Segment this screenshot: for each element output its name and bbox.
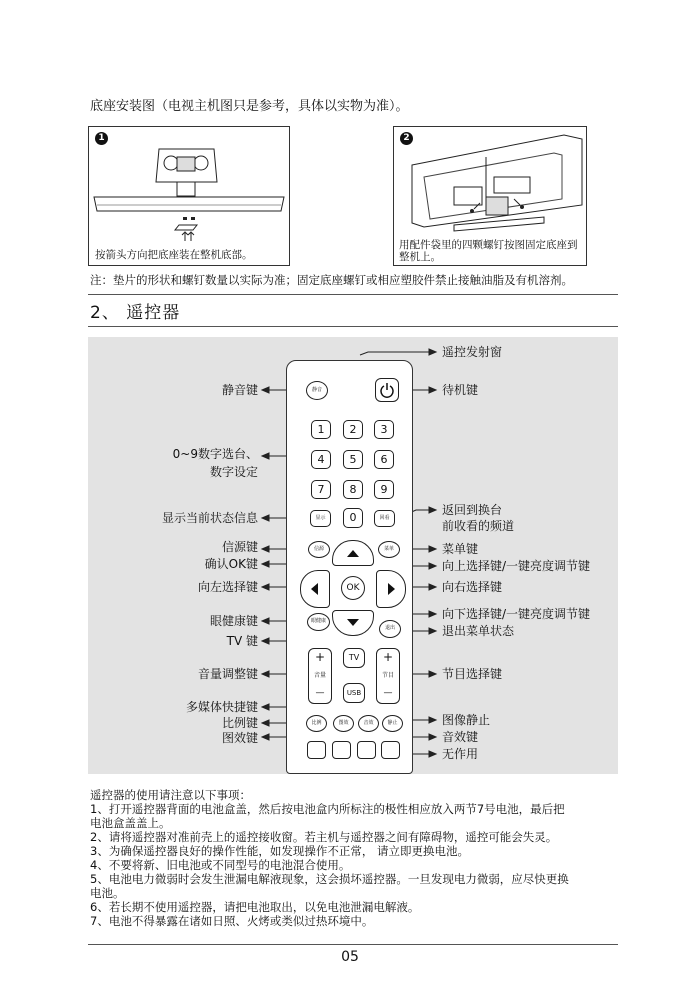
label-power: 待机键 bbox=[442, 383, 479, 397]
right-arrow-icon bbox=[377, 571, 405, 607]
channel-minus[interactable]: — bbox=[383, 688, 393, 698]
label-eye: 眼健康键 bbox=[209, 614, 258, 628]
note-line: 2、请将遥控器对准前壳上的遥控接收窗。若主机与遥控器之间有障碍物，遥控可能会失灵。 bbox=[90, 830, 558, 844]
note-line: 6、若长期不使用遥控器，请把电池取出，以免电池泄漏电解液。 bbox=[90, 900, 420, 914]
display-button[interactable]: 显示 bbox=[310, 510, 331, 527]
unused-button-2[interactable] bbox=[332, 741, 351, 759]
ok-button[interactable]: OK bbox=[341, 576, 365, 600]
note-line: 5、电池电力微弱时会发生泄漏电解液现象，这会损坏遥控器。一旦发现电力微弱，应尽快更换 bbox=[90, 872, 569, 886]
label-ok: 确认OK键 bbox=[204, 557, 258, 571]
label-digits-2: 数字设定 bbox=[209, 465, 258, 479]
digit-button-3[interactable]: 3 bbox=[374, 420, 394, 439]
page-number: 05 bbox=[341, 949, 359, 965]
note-line: 3、为确保遥控器良好的操作性能，如发现操作不正常， 请立即更换电池。 bbox=[90, 844, 469, 858]
digit-button-2[interactable]: 2 bbox=[343, 420, 363, 439]
label-digits-1: 0~9数字选台、 bbox=[172, 447, 258, 461]
base-note: 注：垫片的形状和螺钉数量以实际为准；固定底座螺钉或相应塑胶件禁止接触油脂及有机溶剂。 bbox=[90, 273, 573, 287]
label-display: 显示当前状态信息 bbox=[161, 511, 258, 525]
up-button[interactable] bbox=[332, 540, 374, 566]
label-tv: TV 键 bbox=[226, 634, 258, 648]
left-button[interactable] bbox=[300, 570, 330, 608]
label-left: 向左选择键 bbox=[197, 580, 258, 594]
note-line: 电池盒盖盖上。 bbox=[90, 816, 171, 830]
label-recall-1: 返回到换台 bbox=[442, 503, 503, 517]
sound-mode-button[interactable]: 音效 bbox=[358, 715, 379, 732]
down-button[interactable] bbox=[332, 610, 374, 636]
exit-button[interactable]: 退出 bbox=[379, 620, 401, 638]
figure-1-caption: 按箭头方向把底座装在整机底部。 bbox=[95, 249, 253, 261]
volume-plus[interactable]: + bbox=[314, 650, 326, 664]
label-program: 节目选择键 bbox=[442, 667, 503, 681]
figure-number-2: 2 bbox=[400, 132, 413, 145]
mute-button[interactable]: 静音 bbox=[306, 381, 328, 400]
usb-button[interactable]: USB bbox=[343, 683, 365, 703]
label-ratio: 比例键 bbox=[221, 716, 258, 730]
label-down: 向下选择键/一键亮度调节键 bbox=[442, 607, 591, 621]
power-icon bbox=[376, 379, 398, 401]
note-line: 1、打开遥控器背面的电池盒盖，然后按电池盒内所标注的极性相应放入两节7号电池，最后把 bbox=[90, 802, 565, 816]
label-up: 向上选择键/一键亮度调节键 bbox=[442, 559, 591, 573]
digit-button-0[interactable]: 0 bbox=[343, 508, 363, 528]
channel-plus[interactable]: + bbox=[382, 650, 394, 664]
volume-label: 音量 bbox=[313, 672, 326, 679]
label-sound: 音效键 bbox=[442, 730, 479, 744]
note-line: 7、电池不得暴露在诸如日照、火烤或类似过热环境中。 bbox=[90, 914, 374, 928]
figure-2-caption: 用配件袋里的四颗螺钉按图固定底座到整机上。 bbox=[399, 239, 578, 263]
eye-care-button[interactable]: 眼健康 bbox=[307, 613, 330, 631]
digit-button-4[interactable]: 4 bbox=[311, 450, 331, 469]
label-picture: 图效键 bbox=[221, 731, 258, 745]
right-button[interactable] bbox=[376, 570, 406, 608]
channel-label: 节目 bbox=[381, 672, 394, 679]
unused-button-3[interactable] bbox=[357, 741, 376, 759]
up-arrow-icon bbox=[333, 541, 373, 565]
label-recall-2: 前收看的频道 bbox=[442, 519, 515, 533]
digit-button-1[interactable]: 1 bbox=[311, 420, 331, 439]
ratio-button[interactable]: 比例 bbox=[306, 715, 327, 732]
volume-rocker[interactable] bbox=[308, 648, 332, 704]
unused-button-1[interactable] bbox=[307, 741, 326, 759]
unused-button-4[interactable] bbox=[381, 741, 400, 759]
digit-button-7[interactable]: 7 bbox=[311, 480, 331, 499]
source-button[interactable]: 信源 bbox=[308, 541, 330, 558]
digit-button-5[interactable]: 5 bbox=[343, 450, 363, 469]
power-button[interactable] bbox=[375, 378, 399, 402]
digit-button-8[interactable]: 8 bbox=[343, 480, 363, 499]
digit-button-9[interactable]: 9 bbox=[374, 480, 394, 499]
notes-title: 遥控器的使用请注意以下事项： bbox=[90, 788, 251, 802]
section-heading: 2、 遥控器 bbox=[90, 303, 181, 323]
label-volume: 音量调整键 bbox=[197, 667, 258, 681]
menu-button[interactable]: 菜单 bbox=[378, 541, 400, 558]
channel-rocker[interactable] bbox=[376, 648, 400, 704]
base-install-title: 底座安装图（电视主机图只是参考，具体以实物为准）。 bbox=[90, 99, 409, 114]
tv-button[interactable]: TV bbox=[343, 648, 365, 668]
digit-button-6[interactable]: 6 bbox=[374, 450, 394, 469]
label-ir-window: 遥控发射窗 bbox=[442, 345, 503, 359]
label-exit: 退出菜单状态 bbox=[442, 624, 515, 638]
label-no-function: 无作用 bbox=[442, 747, 479, 761]
label-media: 多媒体快捷键 bbox=[185, 700, 258, 714]
label-menu: 菜单键 bbox=[442, 542, 479, 556]
label-source: 信源键 bbox=[221, 540, 258, 554]
divider-footer bbox=[88, 944, 618, 945]
remote-usage-notes bbox=[90, 788, 569, 928]
volume-minus[interactable]: — bbox=[315, 688, 325, 698]
label-mute: 静音键 bbox=[221, 383, 258, 397]
picture-mode-button[interactable]: 图效 bbox=[333, 715, 354, 732]
note-line: 电池。 bbox=[90, 886, 125, 900]
freeze-button[interactable]: 静止 bbox=[382, 715, 403, 732]
down-arrow-icon bbox=[333, 611, 373, 635]
recall-button[interactable]: 回看 bbox=[374, 510, 395, 527]
label-freeze: 图像静止 bbox=[442, 713, 491, 727]
label-right: 向右选择键 bbox=[442, 580, 503, 594]
figure-number-1: 1 bbox=[95, 132, 108, 145]
note-line: 4、不要将新、旧电池或不同型号的电池混合使用。 bbox=[90, 858, 351, 872]
left-arrow-icon bbox=[301, 571, 329, 607]
